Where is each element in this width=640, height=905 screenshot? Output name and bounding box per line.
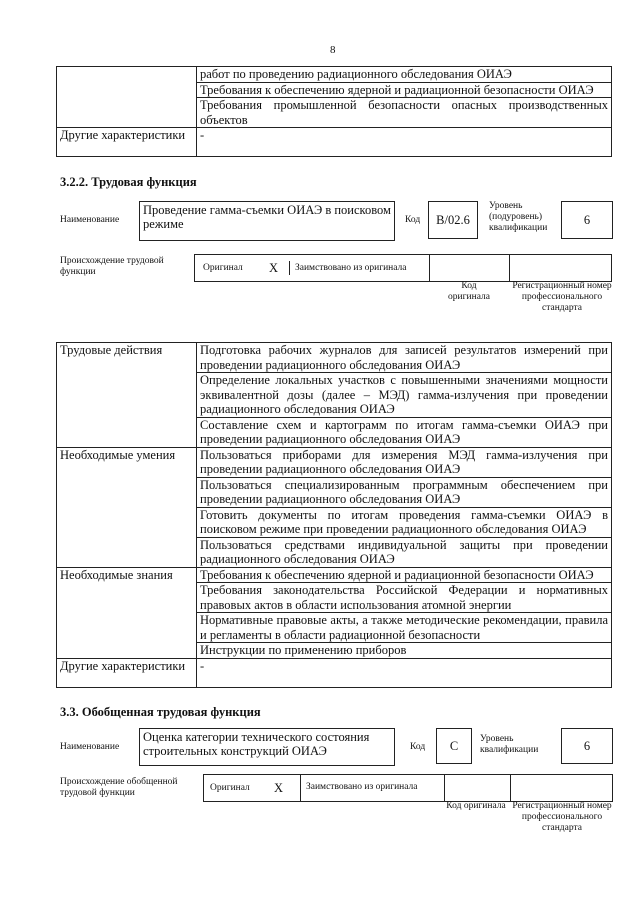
name-label: Наименование — [60, 742, 120, 752]
origin-divider — [289, 261, 290, 275]
group-label: Трудовые действия — [57, 343, 197, 448]
function-name-box — [139, 201, 395, 241]
origin-label: Происхождение трудовой функции — [60, 256, 164, 277]
borrowed-label: Заимствовано из оригинала — [306, 782, 418, 792]
section-title: 3.3. Обобщенная трудовая функция — [60, 705, 261, 719]
reg-number-caption: Регистрационный номер профессионального стандарта — [512, 281, 612, 313]
code-box — [428, 201, 478, 239]
top-table-row: работ по проведению радиационного обследования ОИАЭ — [197, 67, 612, 83]
reg-number-caption: Регистрационный номер профессионального стандарта — [512, 801, 612, 833]
original-label: Оригинал — [203, 263, 243, 273]
origin-divider — [429, 255, 430, 281]
level-label: Уровень (подуровень) квалификации — [489, 201, 548, 233]
level-value: 6 — [583, 213, 591, 227]
name-label: Наименование — [60, 215, 120, 225]
original-mark: X — [269, 261, 279, 275]
level-box — [561, 201, 613, 239]
top-table-label-cell — [57, 67, 197, 128]
table-cell: Инструкции по применению приборов — [197, 643, 612, 659]
table-cell: Пользоваться приборами для измерения МЭД гамма-излучения при проведении радиационного обследования ОИАЭ — [197, 447, 612, 477]
code-label: Код — [410, 742, 426, 752]
original-label: Оригинал — [210, 783, 250, 793]
table-cell: Готовить документы по итогам проведения гамма-съемки ОИАЭ в поисковом режиме при проведении радиационного обследования ОИАЭ — [197, 507, 612, 537]
level-label: Уровень квалификации — [480, 734, 539, 755]
table-cell: Подготовка рабочих журналов для записей результатов измерений при проведении радиационного обследования ОИАЭ — [197, 343, 612, 373]
labor-function-table — [56, 342, 612, 688]
original-mark: X — [274, 781, 284, 795]
origin-label: Происхождение обобщенной трудовой функции — [60, 777, 178, 798]
code-value: C — [449, 739, 459, 753]
code-box — [436, 728, 472, 764]
group-label: Необходимые умения — [57, 447, 197, 567]
borrowed-label: Заимствовано из оригинала — [295, 263, 407, 273]
table-cell: Определение локальных участков с повышенными значениями мощности эквивалентной дозы (далее – МЭД) гамма-излучения при проведении радиационного обследования ОИАЭ — [197, 373, 612, 418]
code-original-caption: Код оригинала — [448, 281, 490, 302]
function-name-box — [139, 728, 395, 766]
top-table-row: Требования к обеспечению ядерной и радиационной безопасности ОИАЭ — [197, 82, 612, 98]
function-name: Проведение гамма-съемки ОИАЭ в поисковом режиме — [143, 203, 391, 231]
table-cell: Требования к обеспечению ядерной и радиационной безопасности ОИАЭ — [197, 567, 612, 583]
origin-table — [194, 254, 612, 282]
page-number: 8 — [330, 44, 336, 56]
origin-divider — [509, 255, 510, 281]
code-original-caption: Код оригинала — [446, 801, 506, 811]
table-cell: Требования законодательства Российской Федерации и нормативных правовых актов в области использования атомной энергии — [197, 583, 612, 613]
table-cell: Составление схем и картограмм по итогам гамма-съемки ОИАЭ при проведении радиационного обследования ОИАЭ — [197, 417, 612, 447]
other-characteristics-value: - — [197, 128, 612, 157]
origin-divider — [510, 775, 511, 801]
group-label: Необходимые знания — [57, 567, 197, 658]
level-box — [561, 728, 613, 764]
top-table-row: Требования промышленной безопасности опасных производственных объектов — [197, 98, 612, 128]
top-table — [56, 66, 612, 157]
table-cell: Нормативные правовые акты, а также методические рекомендации, правила и регламенты в области радиационной безопасности — [197, 613, 612, 643]
origin-table — [203, 774, 613, 802]
section-title: 3.2.2. Трудовая функция — [60, 175, 197, 189]
table-cell: Пользоваться средствами индивидуальной защиты при проведении радиационного обследования ОИАЭ — [197, 537, 612, 567]
table-cell: Пользоваться специализированным программным обеспечением при проведении радиационного обследования ОИАЭ — [197, 477, 612, 507]
level-value: 6 — [583, 739, 591, 753]
other-characteristics-label: Другие характеристики — [57, 128, 197, 157]
origin-divider — [300, 775, 301, 801]
origin-divider — [444, 775, 445, 801]
other-characteristics-value: - — [197, 658, 612, 687]
code-label: Код — [405, 215, 421, 225]
code-value: B/02.6 — [436, 213, 470, 227]
function-name: Оценка категории технического состояния строительных конструкций ОИАЭ — [143, 730, 370, 758]
other-characteristics-label: Другие характеристики — [57, 658, 197, 687]
